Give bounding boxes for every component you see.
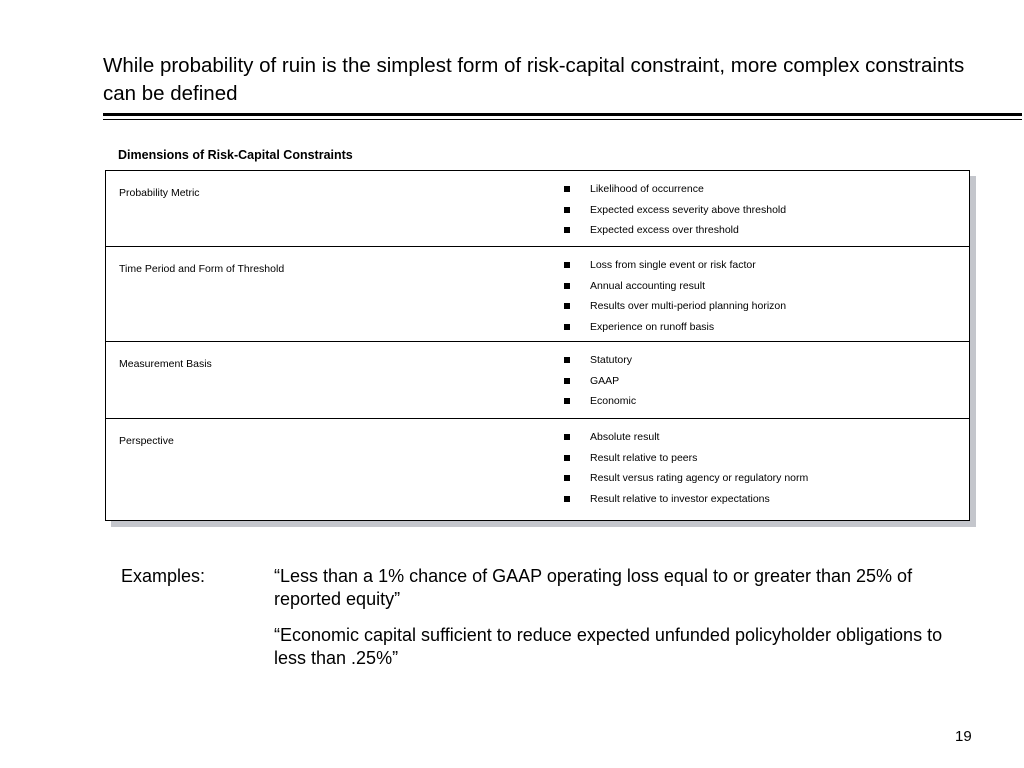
list-item-text: Absolute result <box>590 431 660 443</box>
row-bullet-list <box>563 354 636 416</box>
list-item-text: GAAP <box>590 374 620 387</box>
page-number: 19 <box>955 728 972 745</box>
list-item-text: Statutory <box>590 354 633 366</box>
list-item-text: Economic <box>590 395 637 407</box>
row-label: Time Period and Form of Threshold <box>119 263 285 275</box>
row-label: Probability Metric <box>119 187 200 199</box>
list-item <box>563 375 636 396</box>
list-item <box>563 431 808 452</box>
table-row <box>106 419 969 520</box>
list-item <box>563 224 786 245</box>
list-item-text: Result versus rating agency or regulatory norm <box>590 472 809 484</box>
dimensions-table <box>105 170 970 521</box>
example-quote-2: “Economic capital sufficient to reduce expected unfunded policyholder obligations to less than .25%” <box>274 625 943 668</box>
row-label: Perspective <box>119 435 174 447</box>
square-bullet-icon <box>564 455 570 461</box>
list-item-text: Annual accounting result <box>590 279 705 292</box>
row-label: Measurement Basis <box>119 358 212 370</box>
square-bullet-icon <box>564 398 570 404</box>
table-row <box>106 247 969 342</box>
square-bullet-icon <box>564 357 570 363</box>
square-bullet-icon <box>564 227 570 233</box>
list-item-text: Results over multi-period planning horizon <box>590 300 787 312</box>
list-item-text: Experience on runoff basis <box>590 320 715 333</box>
title-rule-thin <box>103 119 1022 120</box>
square-bullet-icon <box>564 283 570 289</box>
square-bullet-icon <box>564 207 570 213</box>
square-bullet-icon <box>564 475 570 481</box>
square-bullet-icon <box>564 496 570 502</box>
list-item-text: Result relative to investor expectations <box>590 492 770 505</box>
square-bullet-icon <box>564 262 570 268</box>
list-item <box>563 493 808 514</box>
list-item <box>563 204 786 225</box>
list-item <box>563 280 786 301</box>
square-bullet-icon <box>564 303 570 309</box>
list-item <box>563 354 636 375</box>
table-row <box>106 171 969 247</box>
example-quote-1: “Less than a 1% chance of GAAP operating loss equal to or greater than 25% of reported equity” <box>274 566 913 609</box>
list-item <box>563 183 786 204</box>
square-bullet-icon <box>564 378 570 384</box>
row-bullet-list <box>563 259 786 341</box>
list-item <box>563 321 786 342</box>
table-row <box>106 342 969 419</box>
list-item <box>563 395 636 416</box>
list-item <box>563 452 808 473</box>
list-item-text: Expected excess over threshold <box>590 224 739 236</box>
slide-title: While probability of ruin is the simplest form of risk-capital constraint, more complex constraints can be defined <box>103 54 965 105</box>
square-bullet-icon <box>564 324 570 330</box>
row-bullet-list <box>563 431 808 513</box>
square-bullet-icon <box>564 186 570 192</box>
list-item <box>563 259 786 280</box>
list-item <box>563 300 786 321</box>
title-rule-thick <box>103 113 1022 116</box>
list-item-text: Likelihood of occurrence <box>590 183 704 195</box>
table-caption: Dimensions of Risk-Capital Constraints <box>118 148 353 162</box>
list-item-text: Loss from single event or risk factor <box>590 259 756 271</box>
list-item-text: Result relative to peers <box>590 451 698 464</box>
examples-label: Examples: <box>121 566 206 586</box>
list-item <box>563 472 808 493</box>
row-bullet-list <box>563 183 786 245</box>
list-item-text: Expected excess severity above threshold <box>590 203 787 216</box>
square-bullet-icon <box>564 434 570 440</box>
